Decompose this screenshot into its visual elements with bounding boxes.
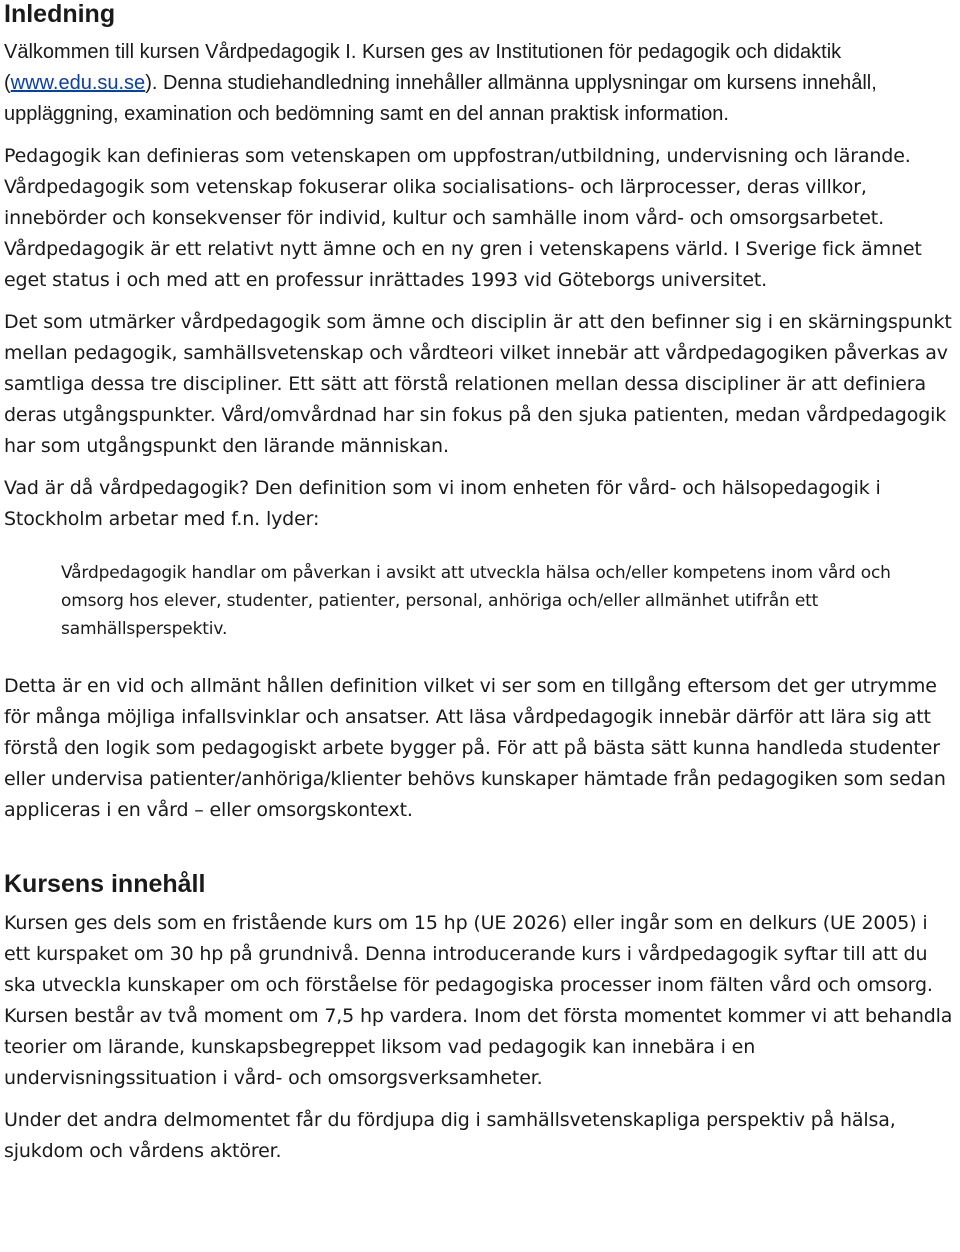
institution-link[interactable]: www.edu.su.se bbox=[10, 72, 146, 94]
intro-text-before-link: Välkommen till kursen Vårdpedagogik I. Kursen ges av Institutionen för pedagogik och didaktik ( bbox=[4, 41, 842, 94]
definition-quote: Vårdpedagogik handlar om påverkan i avsikt att utveckla hälsa och/eller kompetens inom vård och omsorg hos elever, studenter, patienter, personal, anhöriga och/eller allmänhet utifrån ett samhällsperspektiv. bbox=[61, 563, 891, 639]
paragraph-pedagogik-definition: Pedagogik kan definieras som vetenskapen om uppfostran/utbildning, undervisning och lärande. Vårdpedagogik som vetenskap fokuserar olika socialisations- och lärprocesser, deras villkor, innebörder och konsekvenser för individ, kultur och samhälle inom vård- och omsorgsarbetet. Vårdpedagogik är ett relativt nytt ämne och en ny gren i vetenskapens värld. I Sverige fick ämnet eget status i och med att en professur inrättades 1993 vid Göteborgs universitet. bbox=[4, 145, 922, 291]
paragraph-vardpedagogik-disciplin: Det som utmärker vårdpedagogik som ämne och disciplin är att den befinner sig i en skärningspunkt mellan pedagogik, samhällsvetenskap och vårdteori vilket innebär att vårdpedagogiken påverkas av samtliga dessa tre discipliner. Ett sätt att förstå relationen mellan dessa discipliner är att definiera deras utgångspunkter. Vård/omvårdnad har sin fokus på den sjuka patienten, medan vårdpedagogik har som utgångspunkt den lärande människan. bbox=[4, 311, 952, 457]
paragraph-vad-ar-vardpedagogik: Vad är då vårdpedagogik? Den definition som vi inom enheten för vård- och hälsopedagogik i Stockholm arbetar med f.n. lyder: bbox=[4, 477, 881, 530]
intro-paragraph bbox=[4, 37, 956, 130]
heading-inledning: Inledning bbox=[4, 0, 116, 28]
paragraph-andra-delmomentet: Under det andra delmomentet får du fördjupa dig i samhällsvetenskapliga perspektiv på hälsa, sjukdom och vårdens aktörer. bbox=[4, 1109, 896, 1162]
paragraph-kursens-innehall: Kursen ges dels som en fristående kurs om 15 hp (UE 2026) eller ingår som en delkurs (UE 2005) i ett kurspaket om 30 hp på grundnivå. Denna introducerande kurs i vårdpedagogik syftar till att du ska utveckla kunskaper om och förståelse för pedagogiska processer inom fälten vård och omsorg. Kursen består av två moment om 7,5 hp vardera. Inom det första momentet kommer vi att behandla teorier om lärande, kunskapsbegreppet liksom vad pedagogik kan innebära i en undervisningssituation i vård- och omsorgsverksamheter. bbox=[4, 912, 953, 1089]
heading-kursens-innehall: Kursens innehåll bbox=[4, 870, 206, 898]
paragraph-definition-comment: Detta är en vid och allmänt hållen definition vilket vi ser som en tillgång eftersom det ger utrymme för många möjliga infallsvinklar och ansatser. Att läsa vårdpedagogik innebär därför att lära sig att förstå den logik som pedagogiskt arbete bygger på. För att på bästa sätt kunna handleda studenter eller undervisa patienter/anhöriga/klienter behövs kunskaper hämtade från pedagogiken som sedan appliceras i en vård – eller omsorgskontext. bbox=[4, 675, 946, 821]
intro-text-after-link: ). Denna studiehandledning innehåller allmänna upplysningar om kursens innehåll, uppläggning, examination och bedömning samt en del annan praktisk information. bbox=[4, 72, 877, 125]
